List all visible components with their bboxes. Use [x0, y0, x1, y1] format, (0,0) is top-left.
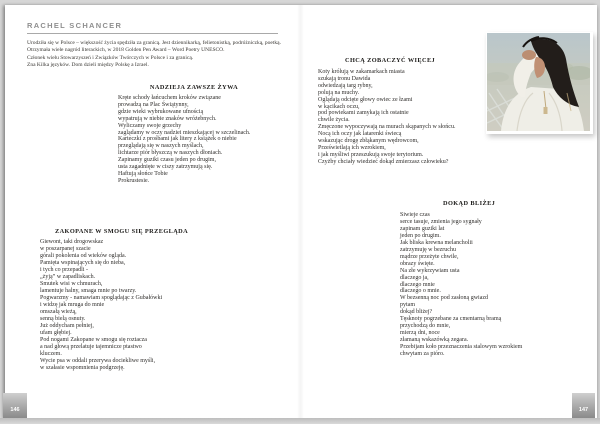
poem-line: Nocą ich oczy jak latarenki świecą: [318, 131, 402, 138]
poem-line: Pamięta wspinających się do nieba,: [40, 260, 126, 266]
poem-line: pod powiekami zamykają ich ostatnie: [318, 110, 409, 117]
poem-line: lamentuje halny, smaga mnie po twarzy.: [40, 288, 137, 294]
poem-line: przychodzą do mnie,: [400, 323, 451, 330]
poem-line: w kącikach oczu,: [318, 103, 360, 110]
poem-line: i widzę jak mruga do mnie: [40, 302, 105, 308]
poem-chca-zobaczyc-wiecej: [318, 57, 513, 166]
poem-line: prowadzą na Plac Świątynny,: [118, 101, 189, 108]
header-divider: [27, 33, 278, 34]
poem-title: ZAKOPANE W SMOGU SIĘ PRZEGLĄDA: [55, 228, 189, 235]
author-bio: [27, 40, 317, 69]
poem-line: Oglądają odcięte głowy owiec ze łzami: [318, 96, 413, 103]
poem-line: lichtarze piór błyszczą w naszych dłoniach.: [118, 150, 223, 157]
poem-line: Tęsknoty pogrzebane za cmentarną bramą: [400, 316, 502, 323]
poem-zakopane-w-smogu: [40, 228, 255, 372]
poem-line: Już oddycham pełniej,: [40, 323, 94, 329]
poem-line: Siwieje czas: [400, 212, 430, 218]
poem-line: ufam głębiej.: [40, 330, 72, 336]
poem-title: CHCĄ ZOBACZYĆ WIĘCEJ: [345, 57, 436, 64]
poem-line: zatrzymuję w bezruchu: [400, 246, 456, 253]
poem-line: Karteczki z prośbami jak litery z książek o niebie: [118, 136, 237, 143]
poem-line: wypatrują w niebie znaków wróżebnych.: [118, 115, 217, 122]
poem-line: chwytam za pióro.: [400, 351, 445, 358]
poem-line: w poszarpanej szacie: [40, 246, 91, 252]
poem-line: zaglądamy w oczy nadziei mieszkającej w szczelinach.: [118, 129, 251, 136]
poem-line: dlaczego ja,: [400, 274, 429, 281]
poem-line: Pogwarzmy - namawiam spoglądając z Gubałówki: [40, 295, 163, 301]
poem-nadzieja-zawsze-zywa: [115, 84, 273, 185]
poem-line: i tych co przepadli -: [40, 267, 88, 273]
poem-line: Wyliczamy swoje grzechy: [118, 122, 182, 129]
poem-line: Zmęczone wypoczywają na murach skąpanych w słońcu.: [318, 124, 456, 131]
poem-line: i jak myśliwi przeszukują swoje terytorium.: [318, 151, 424, 158]
poem-line: złamaną wskazówką zegara.: [400, 337, 469, 344]
poem-body: [400, 212, 590, 358]
poem-line: w szałasie wspomnienia podgrzeję.: [40, 365, 125, 371]
poem-line: Pod nogami Zakopane w smogu się roztacza: [40, 337, 147, 343]
bio-line: Członek wielu Stowarzyszeń i Związków Twórczych w Polsce i za granicą.: [27, 54, 194, 61]
poem-line: kluczem.: [40, 351, 62, 357]
author-name-heading: RACHEL SCHANCER: [27, 21, 123, 30]
poem-line: Jak bliska krewna melancholii: [400, 239, 473, 246]
poem-line: Przebijam koło przeznaczenia stalowym wzrokiem: [400, 344, 523, 351]
poem-line: wskazując drogę zbłąkanym wędrowcom,: [318, 138, 419, 145]
poem-line: szukają tronu Dawida: [318, 75, 371, 82]
poem-body: [318, 69, 513, 166]
poem-line: gdzie wieki wybrukowane ufnością: [118, 108, 204, 115]
poem-line: dlaczego o mnie.: [400, 288, 441, 295]
poem-line: dokąd bliżej?: [400, 309, 433, 316]
poem-line: Smutek wisi w chmurach,: [40, 281, 103, 287]
poem-line: senną bielą osnuty.: [40, 316, 86, 322]
poem-body: [115, 95, 273, 185]
poem-line: Wycie psa w oddali przerywa dociekliwe myśli,: [40, 358, 156, 364]
poem-line: górali pokolenia od wieków ogląda.: [40, 253, 127, 259]
poem-line: pytam: [400, 302, 415, 309]
poem-line: omszałą wieżą,: [40, 309, 77, 315]
bio-line: Zna Kilka języków. Dom dzieli między Polskę a Izrael.: [27, 61, 149, 68]
poem-line: Zapinamy guziki czasu jeden po drugim,: [118, 157, 216, 164]
page-number-left: 146: [3, 393, 27, 418]
poem-line: polują na muchy.: [318, 89, 360, 96]
poem-body: [40, 239, 255, 372]
poem-line: serce tasuje, zmienia jego sygnały: [400, 218, 482, 225]
bio-line: Urodziła się w Polsce – większość życia spędziła za granicą. Jest dziennikarką, felietonistką, podróżniczką, poetką.: [27, 40, 281, 46]
page-bottom-edge: [0, 418, 600, 424]
poem-line: obrazy święte.: [400, 260, 435, 267]
poem-title: DOKĄD BLIŻEJ: [443, 200, 496, 207]
poem-line: usta zagadnięte w ciszy zatrzymują się.: [118, 164, 213, 171]
page-number-right: 147: [572, 393, 595, 418]
poem-line: mierzą dni, noce: [400, 330, 440, 337]
poem-line: mądrze przeżyte chwile,: [400, 253, 459, 260]
poem-line: Na złe wykrzywiam usta: [400, 267, 460, 274]
poem-dokad-blizej: [400, 200, 590, 358]
poem-line: Czyżby chciały wiedzieć dokąd zmierzasz człowieku?: [318, 158, 449, 165]
poem-line: jeden po drugim.: [400, 232, 441, 239]
poem-line: zapinam guziki lat: [400, 225, 445, 232]
poem-line: dlaczego mnie: [400, 281, 435, 288]
poem-line: Prokrustesie.: [118, 177, 150, 184]
poem-line: przeglądają się w naszych myślach,: [118, 143, 204, 150]
poem-line: „żyją” w zapadliskach.: [40, 274, 96, 280]
poem-line: Prześwietlają ich wzrokiem,: [318, 144, 386, 151]
poem-line: odwiedzają targ rybny,: [318, 82, 373, 89]
poem-title: NADZIEJA ZAWSZE ŻYWA: [149, 84, 239, 91]
poem-line: W bezsenną noc pod zasłoną gwiazd: [400, 295, 489, 302]
bio-line: Otrzymała wiele nagród literackich, w 2018 Golden Pen Award – Word Poetry UNESCO.: [27, 47, 225, 54]
poem-line: Haftują słońce Tobie: [118, 170, 168, 177]
poem-line: Giewont, taki drogowskaz: [40, 239, 104, 245]
poem-line: Koty królują w zakamarkach miasta: [318, 69, 405, 75]
poem-line: Kręte schody łańcuchem kroków związane: [118, 95, 221, 101]
poem-line: a nad głową przelatuje tajemnicze ptastwo: [40, 344, 142, 350]
poem-line: chwile życia.: [318, 117, 350, 124]
